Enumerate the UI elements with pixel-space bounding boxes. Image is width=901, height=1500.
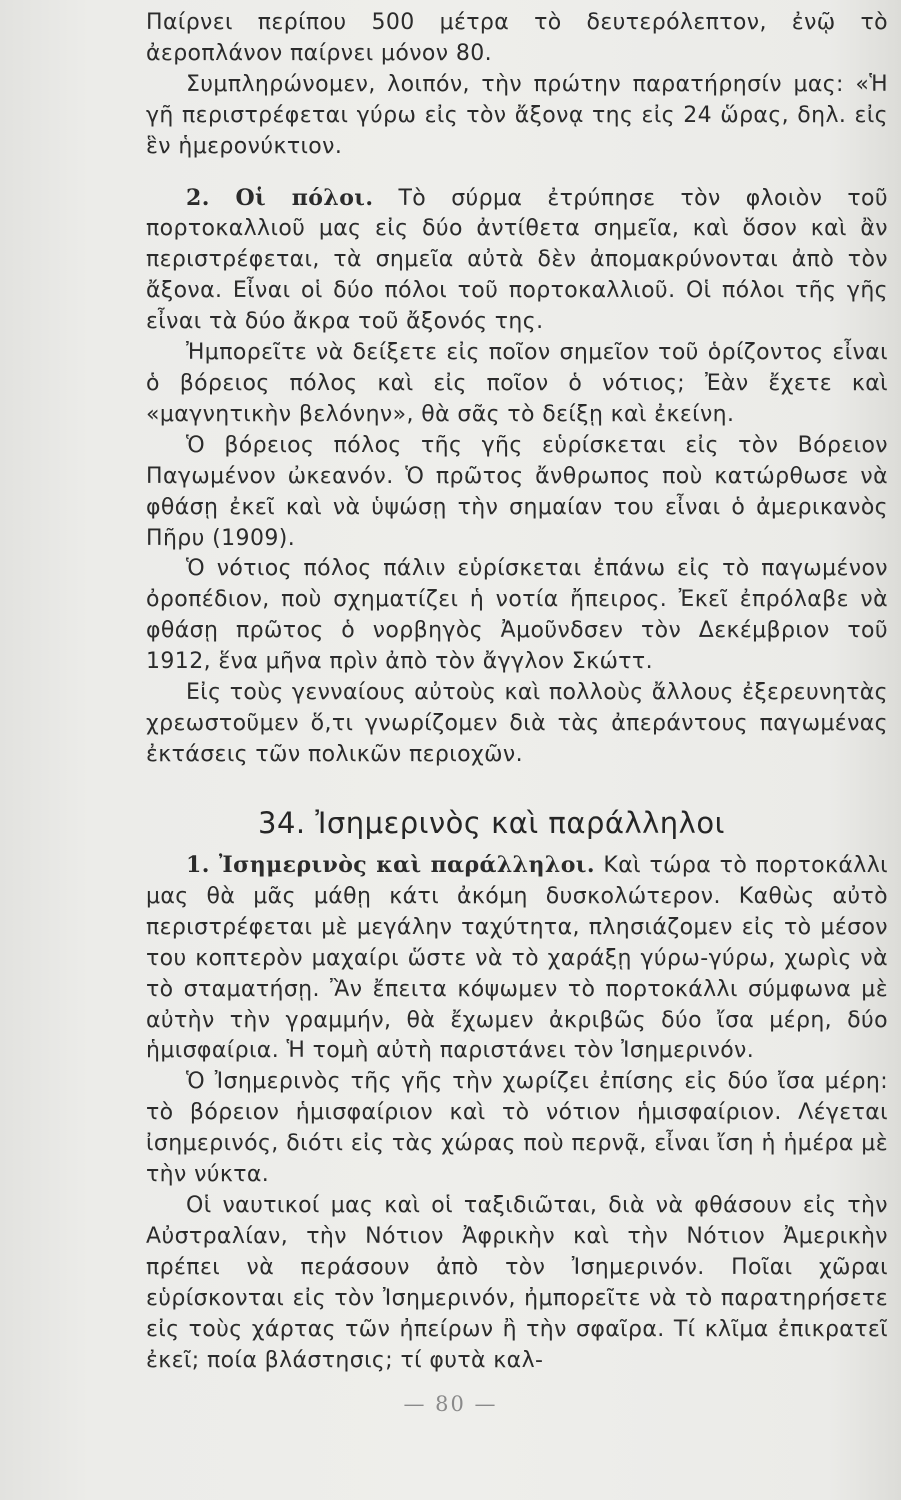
lower-text-block <box>146 850 888 1376</box>
paragraph <box>146 183 888 339</box>
upper-text-block <box>146 8 888 771</box>
paragraph: Οἱ ναυτικοί μας καὶ οἱ ταξιδιῶται, διὰ νὰ φθάσουν εἰς τὴν Αὐστραλίαν, τὴν Νότιον Ἀφρικὴν καὶ τὴν Νότιον Ἀμερικὴν πρέπει νὰ περάσουν ἀπὸ τὸν Ἰσημερινόν. Ποῖαι χῶραι εὑρίσκονται εἰς τὸν Ἰσημερινόν, ἠμπορεῖτε νὰ τὸ παρατηρήσετε εἰς τοὺς χάρτας τῶν ἠπείρων ἢ τὴν σφαῖρα. Τί κλῖμα ἐπικρατεῖ ἐκεῖ; ποία βλάστησις; τί φυτὰ καλ- <box>146 1192 888 1373</box>
paragraph: Ὁ Ἰσημερινὸς τῆς γῆς τὴν χωρίζει ἐπίσης εἰς δύο ἴσα μέρη: τὸ βόρειον ἡμισφαίριον καὶ τὸ νότιον ἡμισφαίριον. Λέγεται ἰσημερινός, διότι εἰς τὰς χώρας ποὺ περνᾷ, εἶναι ἴση ἡ ἡμέρα μὲ τὴν νύκτα. <box>146 1069 888 1188</box>
subsection-heading: 2. Οἱ πόλοι. <box>186 184 374 211</box>
page-number: — 80 — <box>403 1392 498 1416</box>
paragraph: Ὁ νότιος πόλος πάλιν εὑρίσκεται ἐπάνω εἰς τὸ παγωμένον ὀροπέδιον, ποὺ σχηματίζει ἡ νοτία ἤπειρος. Ἐκεῖ ἐπρόλαβε νὰ φθάσῃ πρῶτος ὁ νορβηγὸς Ἀμοῦνδσεν τὸν Δεκέμβριον τοῦ 1912, ἕνα μῆνα πρὶν ἀπὸ τὸν ἄγγλον Σκώττ. <box>146 556 888 675</box>
paragraph: Ἠμπορεῖτε νὰ δείξετε εἰς ποῖον σημεῖον τοῦ ὁρίζοντος εἶναι ὁ βόρειος πόλος καὶ εἰς ποῖον ὁ νότιος; Ἐὰν ἔχετε καὶ «μαγνητικὴν βελόνην», θὰ σᾶς τὸ δείξῃ καὶ ἐκείνη. <box>146 340 888 427</box>
paragraph: Συμπληρώνομεν, λοιπόν, τὴν πρώτην παρατήρησίν μας: «Ἡ γῆ περιστρέφεται γύρω εἰς τὸν ἄξονᾳ της εἰς 24 ὥρας, δηλ. εἰς ἓν ἡμερονύκτιον. <box>146 71 888 159</box>
paragraph: Παίρνει περίπου 500 μέτρα τὸ δευτερόλεπτον, ἐνῷ τὸ ἀεροπλάνον παίρνει μόνον 80. <box>146 10 888 66</box>
paragraph-text: Καὶ τώρα τὸ πορτοκάλλι μας θὰ μᾶς μάθῃ κάτι ἀκόμη δυσκολώτερον. Καθὼς αὐτὸ περιστρέφεται μὲ μεγάλην ταχύτητα, πλησιάζομεν εἰς τὸ μέσον του κοπτερὸν μαχαίρι ὥστε νὰ τὸ χαράξῃ γύρω-γύρω, χωρὶς νὰ τὸ σταματήσῃ. Ἂν ἔπειτα κόψωμεν τὸ πορτοκάλλι σύμφωνα μὲ αὐτὴν τὴν γραμμήν, θὰ ἔχωμεν ἀκριβῶς δύο ἴσα μέρη, δύο ἡμισφαίρια. Ἡ τομὴ αὐτὴ παριστάνει τὸν Ἰσημερινόν. <box>146 853 888 1064</box>
subsection-heading: 1. Ἰσημερινὸς καὶ παράλληλοι. <box>186 852 595 878</box>
paragraph: Ὁ βόρειος πόλος τῆς γῆς εὑρίσκεται εἰς τὸν Βόρειον Παγωμένον ὠκεανόν. Ὁ πρῶτος ἄνθρωπος ποὺ κατώρθωσε νὰ φθάσῃ ἐκεῖ καὶ νὰ ὑψώσῃ τὴν σημαίαν του εἶναι ὁ ἀμερικανὸς Πῆρυ (1909). <box>146 432 888 551</box>
paragraph-text: Τὸ σύρμα ἐτρύπησε τὸν φλοιὸν τοῦ πορτοκαλλιοῦ μας εἰς δύο ἀντίθετα σημεῖα, καὶ ὅσον καὶ ἂν περιστρέφεται, τὰ σημεῖα αὐτὰ δὲν ἀπομακρύνονται ἀπὸ τὸν ἄξονα. Εἶναι οἱ δύο πόλοι τοῦ πορτοκαλλιοῦ. Οἱ πόλοι τῆς γῆς εἶναι τὰ δύο ἄκρα τοῦ ἄξονός της. <box>146 185 888 335</box>
paragraph: Εἰς τοὺς γενναίους αὐτοὺς καὶ πολλοὺς ἄλλους ἐξερευνητὰς χρεωστοῦμεν ὅ,τι γνωρίζομεν διὰ τὰς ἀπεράντους παγωμένας ἐκτάσεις τῶν πολικῶν περιοχῶν. <box>146 680 888 767</box>
section-title: 34. Ἰσημερινὸς καὶ παράλληλοι <box>258 806 725 840</box>
paragraph <box>146 850 888 1067</box>
